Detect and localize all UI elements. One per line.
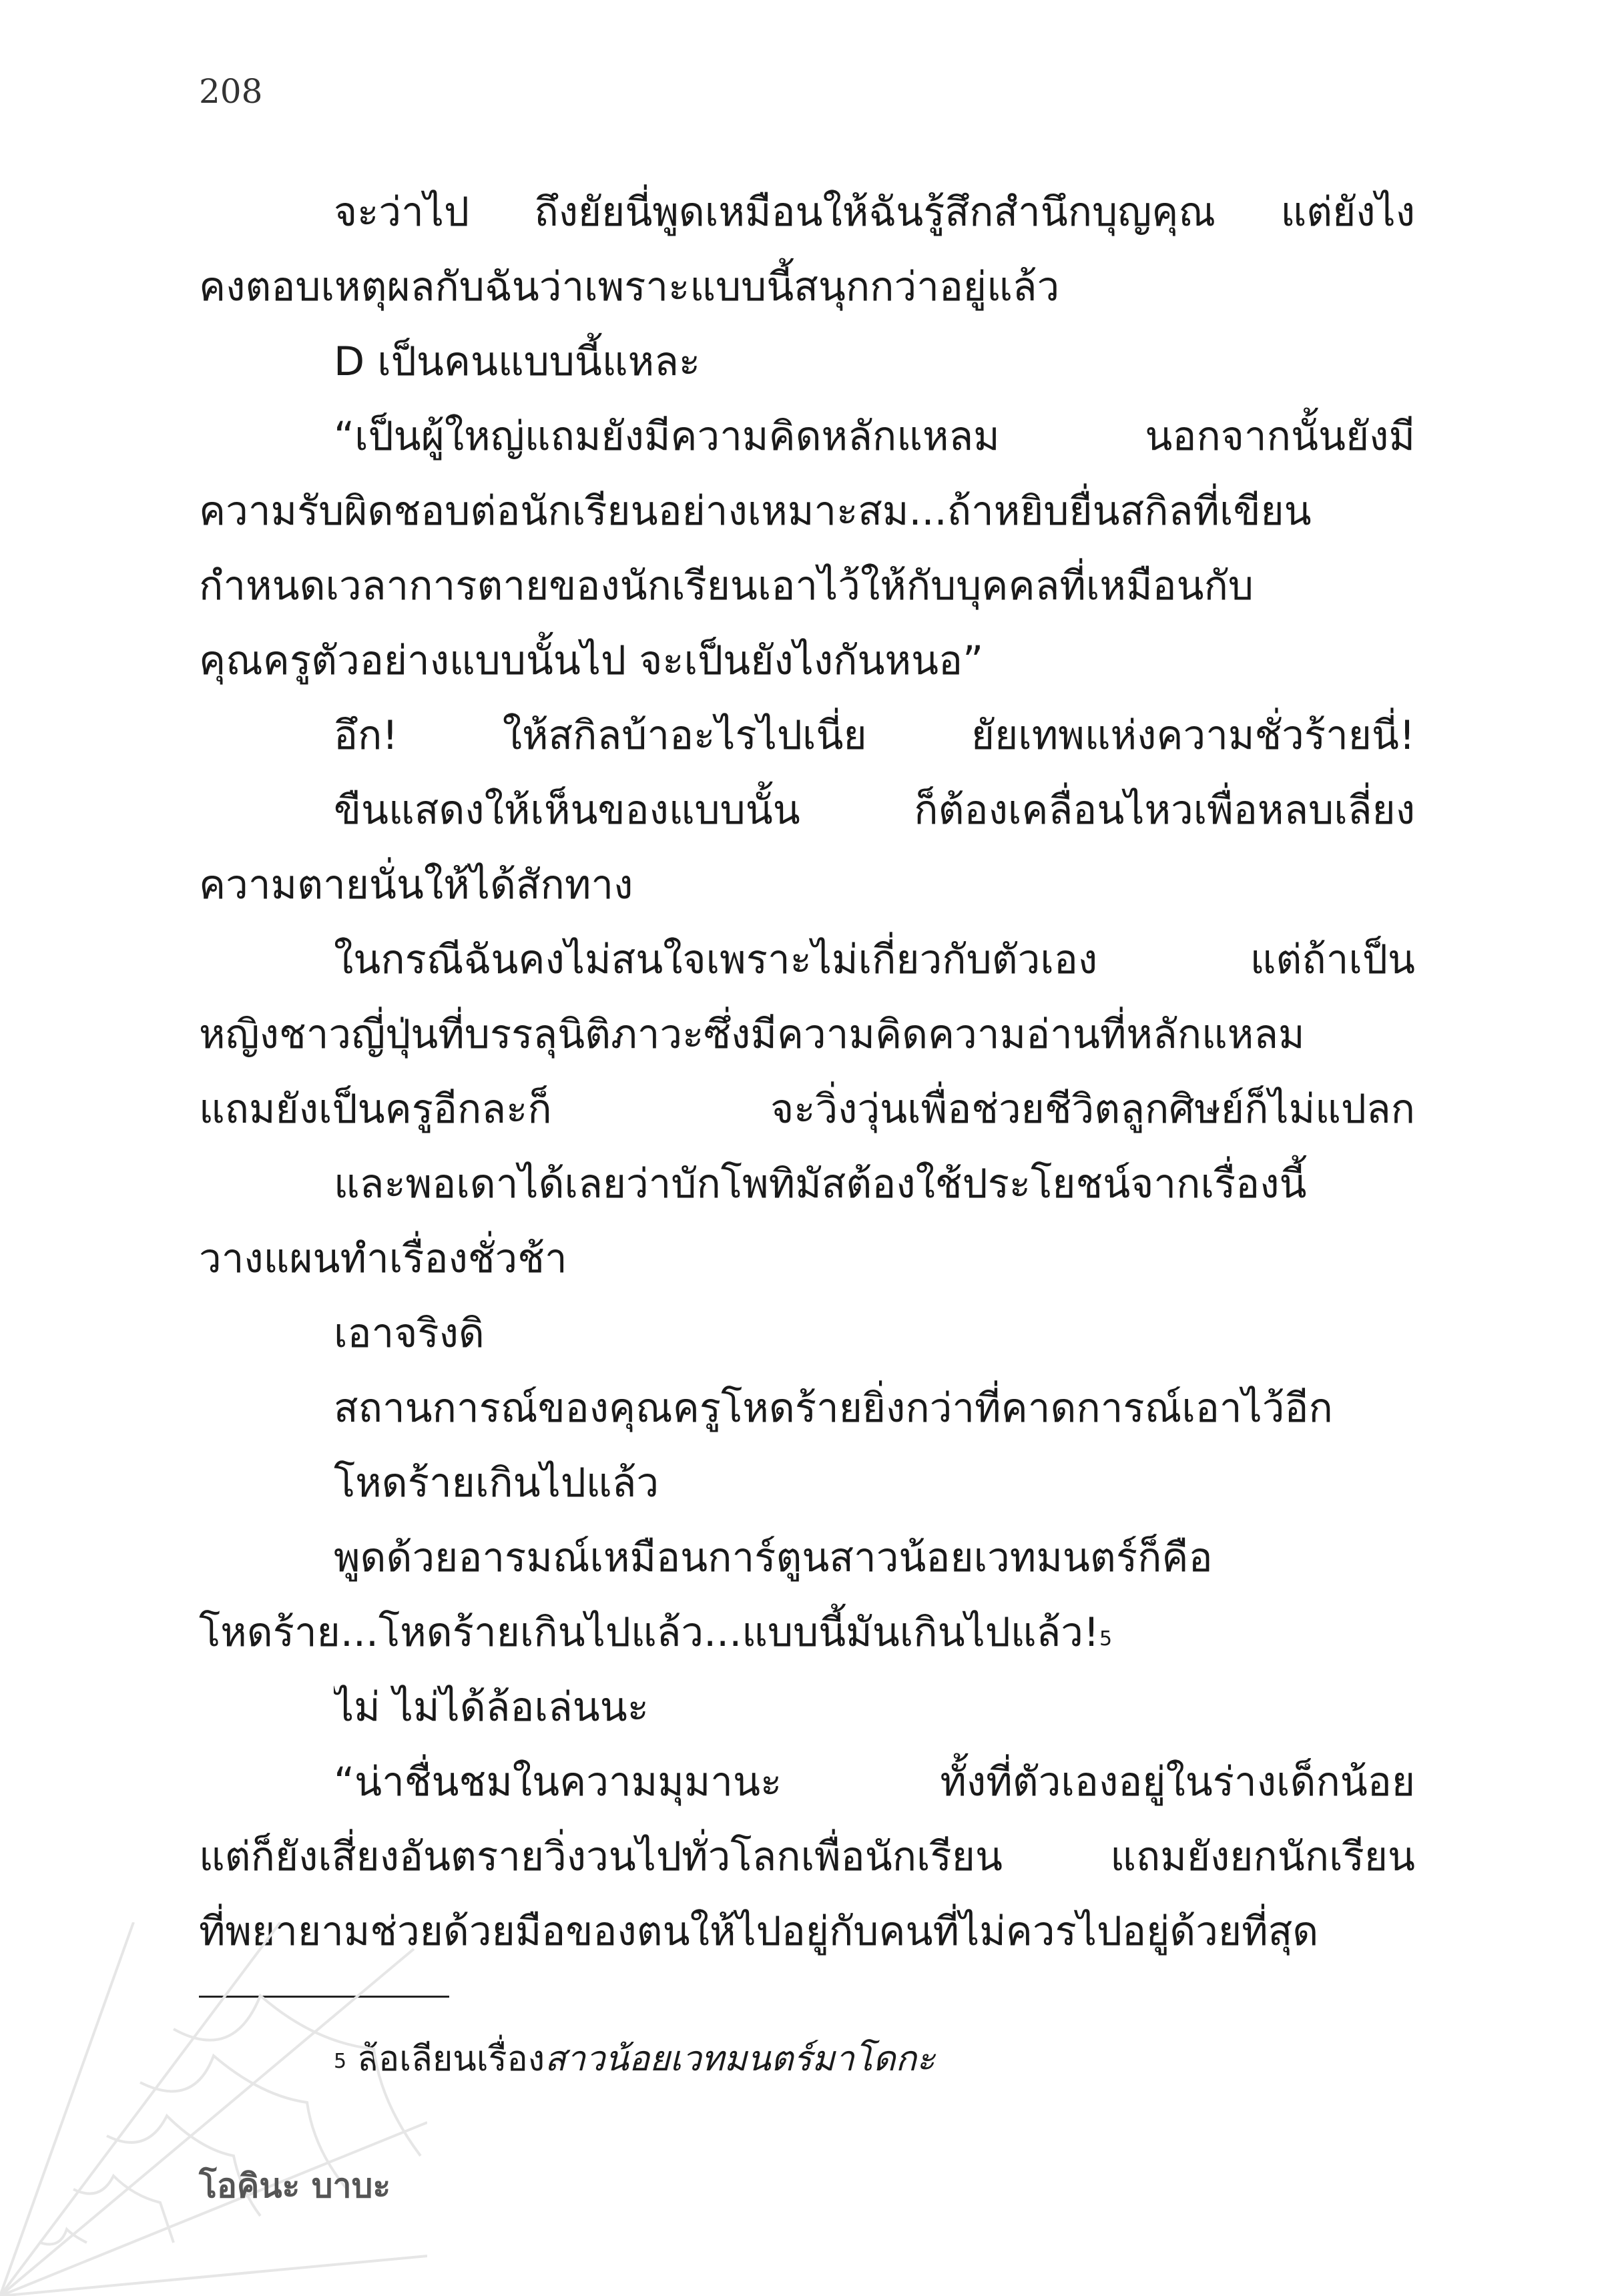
text-line: ไม่ ไม่ได้ล้อเล่นนะ <box>334 1684 649 1731</box>
text-line: เอาจริงดิ <box>334 1310 485 1357</box>
text-line: ความตายนั่นให้ได้สักทาง <box>199 862 633 908</box>
text-line: สถานการณ์ของคุณครูโหดร้ายยิ่งกว่าที่คาดการณ์เอาไว้อีก <box>334 1385 1333 1432</box>
text-line: “น่าชื่นชมในความมุมานะ ทั้งที่ตัวเองอยู่ในร่างเด็กน้อย <box>334 1759 1415 1805</box>
text-line: ที่พยายามช่วยด้วยมือของตนให้ไปอยู่กับคนที่ไม่ควรไปอยู่ด้วยที่สุด <box>199 1908 1319 1955</box>
text-line: อึก! ให้สกิลบ้าอะไรไปเนี่ย ยัยเทพแห่งความชั่วร้ายนี่! <box>334 712 1415 759</box>
text-line: ขืนแสดงให้เห็นของแบบนั้น ก็ต้องเคลื่อนไหวเพื่อหลบเลี่ยง <box>334 787 1415 834</box>
text-line: โหดร้าย...โหดร้ายเกินไปแล้ว...แบบนี้มันเกินไปแล้ว!$^5$ <box>199 1609 1113 1656</box>
text-line: ความรับผิดชอบต่อนักเรียนอย่างเหมาะสม...ถ้าหยิบยื่นสกิลที่เขียน <box>199 488 1312 535</box>
footnote-number: 5 <box>334 2050 347 2073</box>
text-line: โหดร้ายเกินไปแล้ว <box>334 1460 659 1506</box>
text-line: ในกรณีฉันคงไม่สนใจเพราะไม่เกี่ยวกับตัวเอง แต่ถ้าเป็น <box>334 936 1415 983</box>
text-line: คุณครูตัวอย่างแบบนั้นไป จะเป็นยังไงกันหนอ” <box>199 637 984 684</box>
page-number: 208 <box>199 72 263 111</box>
text-line: D เป็นคนแบบนี้แหละ <box>334 338 701 385</box>
text-line: จะว่าไป ถึงยัยนี่พูดเหมือนให้ฉันรู้สึกสำนึกบุญคุณ แต่ยังไง <box>334 189 1415 236</box>
text-line: วางแผนทำเรื่องชั่วช้า <box>199 1235 567 1282</box>
text-line: “เป็นผู้ใหญ่แถมยังมีความคิดหลักแหลม นอกจากนั้นยังมี <box>334 413 1415 460</box>
footnote-title: สาวน้อยเวทมนตร์มาโดกะ <box>545 2039 935 2079</box>
spiderweb-decoration <box>0 1922 427 2296</box>
text-line: และพอเดาได้เลยว่าบักโพทิมัสต้องใช้ประโยชน์จากเรื่องนี้ <box>334 1161 1307 1207</box>
text-line: คงตอบเหตุผลกับฉันว่าเพราะแบบนี้สนุกกว่าอยู่แล้ว <box>199 264 1060 310</box>
text-line: กำหนดเวลาการตายของนักเรียนเอาไว้ให้กับบุคคลที่เหมือนกับ <box>199 563 1254 609</box>
text-line: พูดด้วยอารมณ์เหมือนการ์ตูนสาวน้อยเวทมนตร์ก็คือ <box>334 1534 1213 1581</box>
text-line: แถมยังเป็นครูอีกละก็ จะวิ่งวุ่นเพื่อช่วยชีวิตลูกศิษย์ก็ไม่แปลก <box>199 1086 1415 1133</box>
author-name: โอคินะ บาบะ <box>199 2167 391 2205</box>
footnote-reference[interactable]: 5 <box>1099 1627 1113 1651</box>
text-line: หญิงชาวญี่ปุ่นที่บรรลุนิติภาวะซึ่งมีความคิดความอ่านที่หลักแหลม <box>199 1011 1305 1058</box>
footnote-text: ล้อเลียนเรื่อง <box>357 2039 545 2079</box>
text-line: แต่ก็ยังเสี่ยงอันตรายวิ่งวนไปทั่วโลกเพื่อนักเรียน แถมยังยกนักเรียน <box>199 1833 1415 1880</box>
